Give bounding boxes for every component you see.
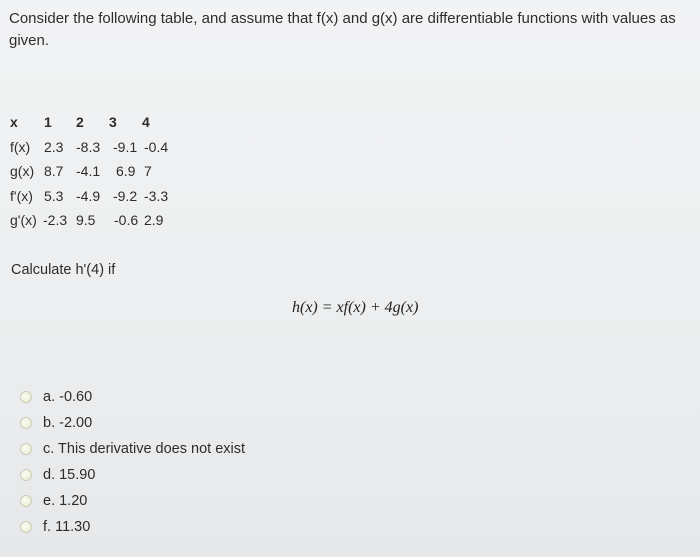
radio-button-icon[interactable] — [20, 469, 32, 481]
question-text: Consider the following table, and assume that f(x) and g(x) are differentiable functions with values as given. — [9, 10, 676, 49]
radio-button-icon[interactable] — [20, 495, 32, 507]
option-f[interactable] — [20, 514, 245, 540]
option-label[interactable]: d. 15.90 — [43, 467, 96, 483]
table-row-label: f'(x) — [10, 187, 33, 204]
table-cell: 5.3 — [44, 187, 64, 204]
prompt-text: Calculate h'(4) if — [11, 262, 116, 278]
table-cell: 7 — [144, 163, 152, 180]
table-row — [10, 163, 152, 188]
answer-options — [20, 384, 245, 540]
table-row-label: f(x) — [10, 138, 31, 155]
table-row — [10, 212, 164, 237]
option-d[interactable] — [20, 462, 245, 488]
table-header-cell: 1 — [44, 114, 52, 130]
table-cell: -0.4 — [144, 138, 169, 155]
option-label[interactable]: c. This derivative does not exist — [43, 441, 246, 457]
table-cell: -2.3 — [43, 212, 68, 229]
radio-button-icon[interactable] — [20, 521, 32, 533]
table-header-cell: 3 — [109, 114, 117, 130]
table-cell: -4.1 — [76, 163, 101, 180]
table-header-row — [10, 114, 150, 139]
option-c[interactable] — [20, 436, 245, 462]
table-cell: 9.5 — [76, 212, 96, 229]
radio-button-icon[interactable] — [20, 417, 32, 429]
option-e[interactable] — [20, 488, 245, 514]
table-cell: -9.2 — [113, 187, 138, 204]
table-row-label: g'(x) — [10, 212, 37, 229]
table-header-cell: 2 — [76, 114, 84, 130]
table-cell: -8.3 — [76, 138, 101, 155]
values-table — [10, 114, 169, 237]
option-a[interactable] — [20, 384, 245, 410]
table-cell: 2.9 — [144, 212, 164, 229]
formula: h(x) = xf(x) + 4g(x) — [292, 299, 419, 316]
table-row — [10, 187, 169, 213]
table-header-label: x — [10, 114, 18, 130]
table-cell: -4.9 — [76, 187, 101, 204]
option-b[interactable] — [20, 410, 245, 436]
option-label[interactable]: f. 11.30 — [43, 519, 91, 535]
table-cell: -0.6 — [114, 212, 139, 229]
table-cell: 2.3 — [44, 138, 64, 155]
table-cell: -9.1 — [113, 138, 138, 155]
table-cell: -3.3 — [144, 187, 169, 204]
radio-button-icon[interactable] — [20, 391, 32, 403]
table-cell: 6.9 — [116, 163, 136, 180]
option-label[interactable]: e. 1.20 — [43, 493, 88, 509]
table-row — [10, 138, 169, 164]
table-cell: 8.7 — [44, 163, 64, 180]
option-label[interactable]: a. -0.60 — [43, 389, 93, 405]
table-row-label: g(x) — [10, 163, 35, 180]
radio-button-icon[interactable] — [20, 443, 32, 455]
table-header-cell: 4 — [142, 114, 150, 130]
option-label[interactable]: b. -2.00 — [43, 415, 93, 431]
